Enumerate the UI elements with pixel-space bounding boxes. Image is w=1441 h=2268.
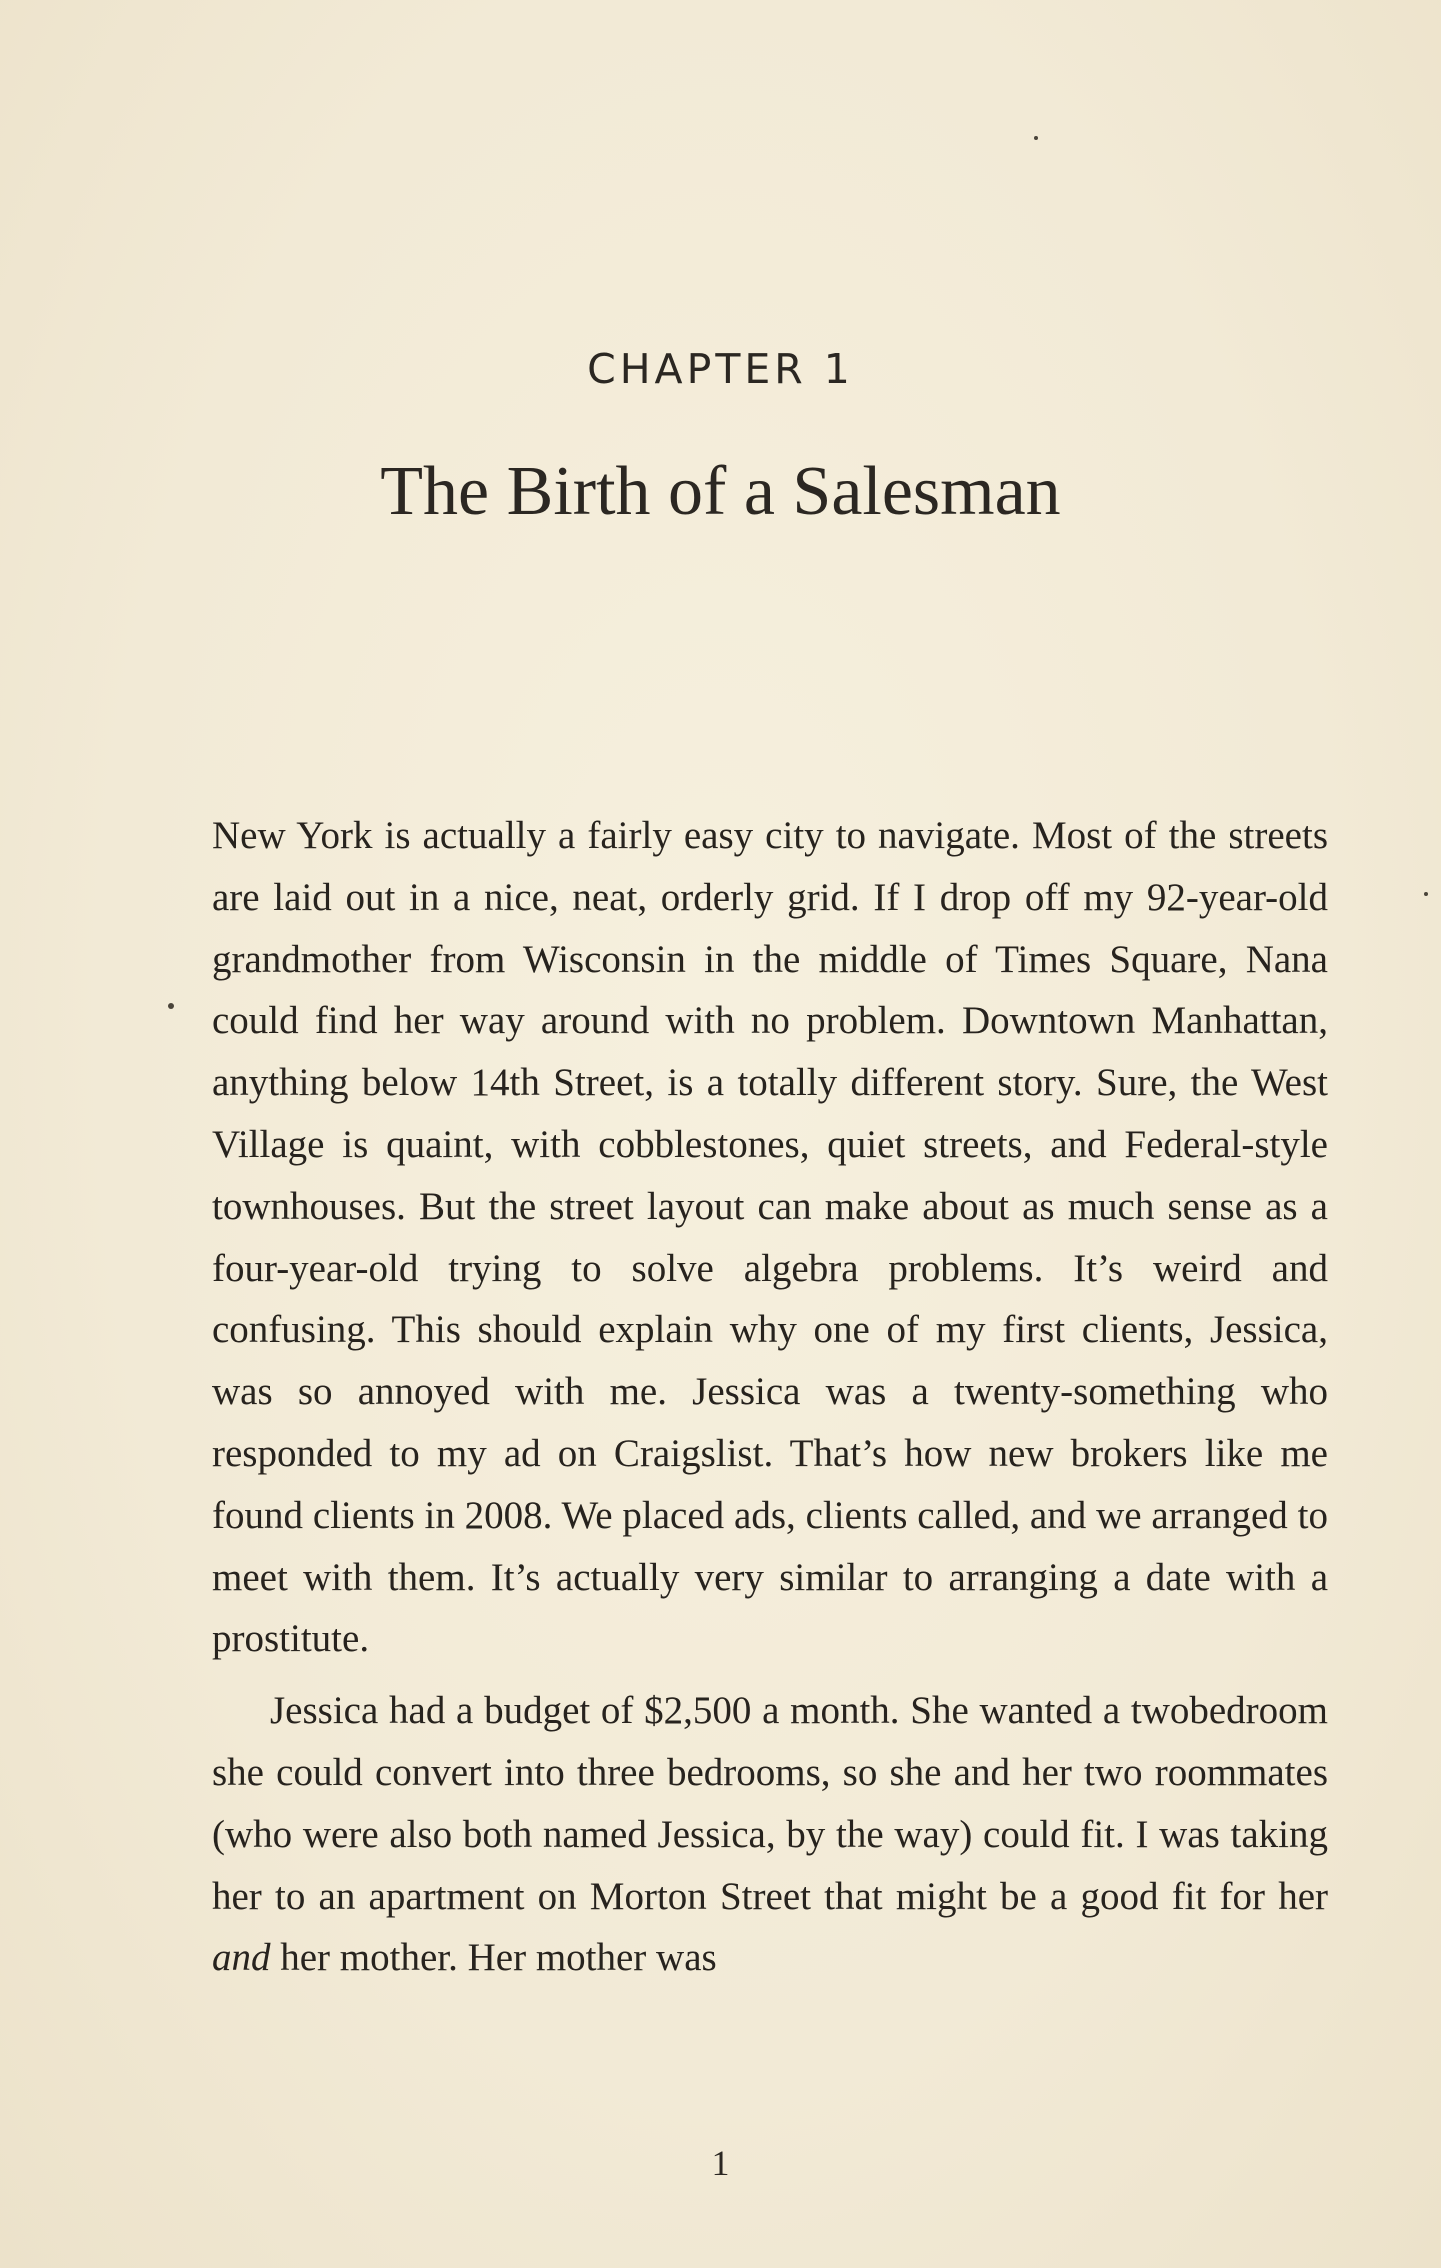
paragraph-2-text-start: Jessica had a budget of $2,500 a month. She wanted a twobedroom she could convert into three bedrooms, so she and her two roommates (who were also both named Jessica, by the way) could fit. I was taking her to an apartment on Morton Street that might be a good fit for her xyxy=(212,1689,1328,1918)
paragraph-1: New York is actually a fairly easy city to navigate. Most of the streets are laid out in a nice, neat, orderly grid. If I drop off my 92-year-old grandmother from Wisconsin in the middle of Times Square, Nana could find her way around with no problem. Downtown Manhattan, anything below 14th Street, is a totally different story. Sure, the West Village is quaint, with cobblestones, quiet streets, and Federal-style townhouses. But the street layout can make about as much sense as a four-year-old trying to solve algebra problems. It’s weird and confusing. This should explain why one of my first clients, Jessica, was so annoyed with me. Jessica was a twenty-something who responded to my ad on Craigslist. That’s how new brokers like me found clients in 2008. We placed ads, clients called, and we arranged to meet with them. It’s actually very similar to arranging a date with a prostitute. xyxy=(212,814,1328,1661)
paragraph-2 xyxy=(212,1680,1328,1989)
body-text xyxy=(212,805,1328,1989)
paper-speck xyxy=(1034,136,1038,140)
paragraph-2-emphasis: and xyxy=(212,1936,271,1980)
paragraph-2-text-end: her mother. Her mother was xyxy=(270,1936,717,1980)
chapter-title: The Birth of a Salesman xyxy=(380,453,1061,530)
page-number: 1 xyxy=(711,2143,730,2183)
paper-speck xyxy=(1424,892,1428,896)
paper-speck xyxy=(168,1003,174,1009)
chapter-label: CHAPTER 1 xyxy=(587,345,854,393)
